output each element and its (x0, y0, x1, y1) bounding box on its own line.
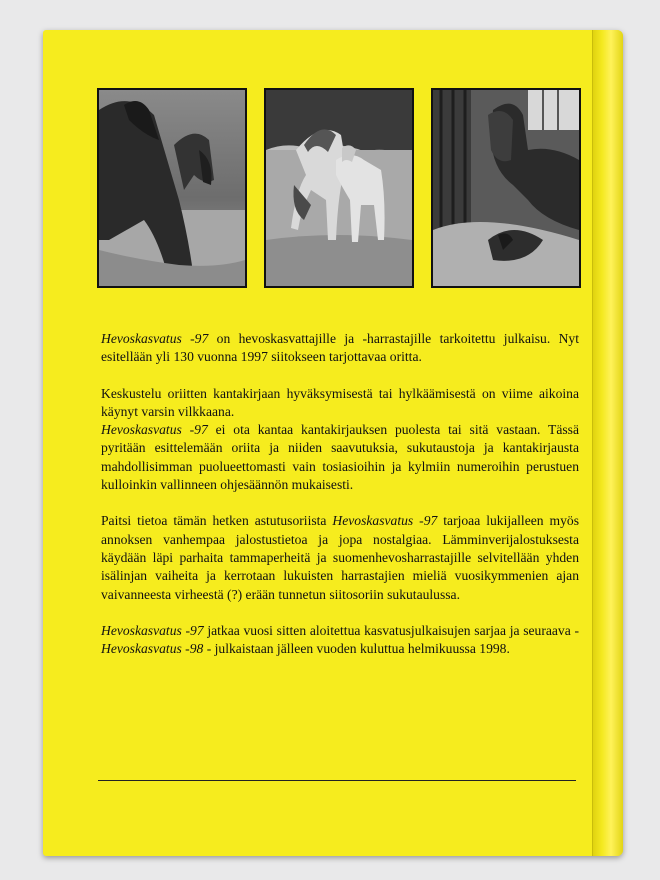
discussion-paragraph: Keskustelu oriitten kantakirjaan hyväksymisestä tai hylkäämisestä on viime aikoina käynyt varsin vilkkaana. (101, 385, 579, 419)
mare-and-foal-photo (264, 88, 414, 288)
horse-grazing-photo (97, 88, 247, 288)
divider-line (98, 780, 576, 781)
stable-horse-image (433, 90, 579, 286)
publication-title: Hevoskasvatus -97 (101, 422, 208, 438)
series-paragraph: Hevoskasvatus -97 jatkaa vuosi sitten aloitettua kasvatusjulkaisujen sarjaa ja seuraava - Hevoskasvatus -98 - julkaistaan jälleen vuoden kuluttua helmikuussa 1998. (101, 622, 579, 657)
back-cover-description (101, 330, 579, 676)
stance-paragraph: Hevoskasvatus -97 ei ota kantaa kantakirjauksen puolesta tai sitä vastaan. Tässä pyritään esittelemään oriita ja niiden saavutuksia, sukutaustoja ja kantakirjausta mahdollisimman puolueettomasti vain tosiasioihin ja kylmiin numeroihin perustuen kulloinkin vallinneen ohjesäännön mukaisesti. (101, 422, 579, 493)
book-back-cover (43, 30, 623, 856)
stable-horse-photo (431, 88, 581, 288)
intro-paragraph: Hevoskasvatus -97 on hevoskasvattajille ja -harrastajille tarkoitettu julkaisu. Nyt esitellään yli 130 vuonna 1997 siitokseen tarjottavaa oritta. (101, 331, 579, 365)
horse-grazing-image (99, 90, 245, 286)
book-spine (592, 30, 623, 856)
content-paragraph: Paitsi tietoa tämän hetken astutusoriista Hevoskasvatus -97 tarjoaa lukijalleen myös annoksen vanhempaa jalostustietoa ja jopa nostalgiaa. Lämminverijalostuksesta käydään läpi parhaita tammaperheitä ja suomenhevosharrastajille selvitellään yhden isälinjan vaiheita ja kerrotaan lukuisten harrastajien mieliä vuosikymmenien ajan vaivanneesta virheestä (?) erään tunnetun siitosoriin sukutaulussa. (101, 513, 579, 602)
publication-title: Hevoskasvatus -97 (332, 513, 438, 529)
mare-and-foal-image (266, 90, 412, 286)
publication-title: Hevoskasvatus -97 (101, 331, 209, 346)
next-publication-title: Hevoskasvatus -98 (101, 641, 204, 657)
publication-title: Hevoskasvatus -97 (101, 622, 204, 638)
